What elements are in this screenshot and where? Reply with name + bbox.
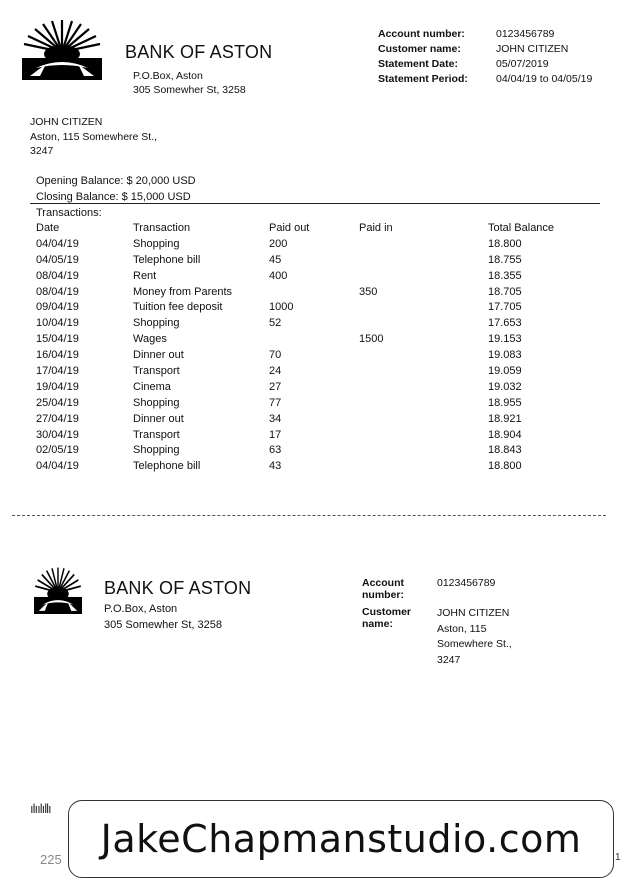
cell-paid-in bbox=[359, 442, 488, 458]
cell-transaction: Dinner out bbox=[133, 349, 184, 362]
cell-paid-out bbox=[269, 284, 359, 300]
cell-transaction: Shopping bbox=[133, 317, 180, 330]
slip-customer-label-line-1: Customer bbox=[362, 606, 412, 618]
slip-customer-address-line-2: Somewhere St., bbox=[437, 638, 512, 650]
slip-customer-label-line-2: name: bbox=[362, 618, 393, 630]
cell-paid-in bbox=[359, 347, 488, 363]
account-number-label: Account number: bbox=[378, 28, 465, 40]
cell-transaction: Shopping bbox=[133, 396, 180, 409]
column-header-date: Date bbox=[36, 221, 60, 234]
cell-total: 17.653 bbox=[488, 317, 522, 330]
slip-bank-address-line-2: 305 Somewher St, 3258 bbox=[104, 619, 223, 631]
cell-date: 08/04/19 bbox=[36, 285, 79, 298]
slip-customer-address-line-1: Aston, 115 bbox=[437, 622, 487, 635]
bank-logo-icon bbox=[22, 18, 102, 80]
table-row bbox=[36, 411, 578, 427]
cell-date: 25/04/19 bbox=[36, 396, 79, 409]
cell-total: 18.904 bbox=[488, 428, 522, 441]
cell-transaction: Transport bbox=[133, 428, 180, 441]
table-row bbox=[36, 299, 578, 315]
cell-date: 02/05/19 bbox=[36, 444, 79, 457]
cell-paid-in bbox=[359, 236, 488, 252]
closing-balance: Closing Balance: $ 15,000 USD bbox=[36, 191, 191, 203]
customer-address-line-1: Aston, 115 Somewhere St., bbox=[30, 131, 158, 143]
table-row bbox=[36, 379, 578, 395]
cell-paid-out: 200 bbox=[269, 237, 288, 250]
slip-customer-label bbox=[362, 606, 411, 630]
table-row bbox=[36, 268, 578, 284]
customer-name-label: Customer name: bbox=[378, 43, 461, 55]
cell-paid-in bbox=[359, 458, 488, 474]
statement-date-label: Statement Date: bbox=[378, 58, 458, 70]
cell-date: 19/04/19 bbox=[36, 380, 79, 393]
barcode-icon: ılıılıllı bbox=[30, 801, 51, 816]
table-row bbox=[36, 442, 578, 458]
cell-date: 16/04/19 bbox=[36, 349, 79, 362]
bank-address-line-2: 305 Somewher St, 3258 bbox=[133, 84, 246, 96]
cell-date: 27/04/19 bbox=[36, 412, 79, 425]
slip-account-number: 0123456789 bbox=[437, 577, 496, 589]
opening-balance: Opening Balance: $ 20,000 USD bbox=[36, 175, 196, 187]
slip-customer-address-line-3: 3247 bbox=[437, 653, 461, 666]
cell-date: 17/04/19 bbox=[36, 364, 79, 377]
cell-paid-in bbox=[359, 379, 488, 395]
customer-address-line-2: 3247 bbox=[30, 145, 54, 157]
cell-total: 19.059 bbox=[488, 364, 522, 377]
cell-total: 18.800 bbox=[488, 460, 522, 473]
cell-paid-in bbox=[359, 395, 488, 411]
table-row bbox=[36, 315, 578, 331]
cell-paid-out: 17 bbox=[269, 428, 282, 441]
cell-transaction: Transport bbox=[133, 364, 180, 377]
cell-date: 04/04/19 bbox=[36, 460, 79, 473]
cell-paid-out: 34 bbox=[269, 412, 282, 425]
cell-total: 18.755 bbox=[488, 253, 522, 266]
slip-customer-name: JOHN CITIZEN bbox=[437, 607, 510, 619]
customer-name: JOHN CITIZEN bbox=[30, 116, 103, 128]
statement-period-label: Statement Period: bbox=[378, 73, 468, 85]
cell-total: 19.153 bbox=[488, 333, 522, 346]
cell-date: 04/05/19 bbox=[36, 253, 79, 266]
slip-customer-details bbox=[437, 606, 512, 668]
cell-paid-in: 1500 bbox=[359, 333, 384, 346]
cell-paid-in bbox=[359, 315, 488, 331]
cell-paid-out: 52 bbox=[269, 317, 282, 330]
cell-paid-out: 45 bbox=[269, 253, 282, 266]
account-number-value: 0123456789 bbox=[496, 28, 555, 40]
cell-total: 17.705 bbox=[488, 301, 522, 314]
bank-logo-icon bbox=[34, 566, 82, 614]
cell-date: 04/04/19 bbox=[36, 237, 79, 250]
watermark-banner: JakeChapmanstudio.com bbox=[68, 800, 614, 878]
table-row bbox=[36, 284, 578, 300]
column-header-paid-in: Paid in bbox=[359, 221, 393, 234]
cell-paid-out bbox=[269, 331, 359, 347]
slip-bank-name: BANK OF ASTON bbox=[104, 578, 252, 598]
cell-transaction: Tuition fee deposit bbox=[133, 301, 223, 314]
footer-number-left: 225 bbox=[40, 852, 62, 867]
cell-date: 09/04/19 bbox=[36, 301, 79, 314]
cell-transaction: Cinema bbox=[133, 380, 171, 393]
cell-date: 08/04/19 bbox=[36, 269, 79, 282]
table-row bbox=[36, 363, 578, 379]
column-header-total-balance: Total Balance bbox=[488, 221, 555, 234]
cell-paid-in bbox=[359, 411, 488, 427]
cell-paid-in bbox=[359, 252, 488, 268]
cell-paid-in bbox=[359, 268, 488, 284]
transactions-table bbox=[36, 220, 578, 474]
cell-total: 19.083 bbox=[488, 349, 522, 362]
tear-off-line bbox=[12, 515, 606, 516]
cell-date: 10/04/19 bbox=[36, 317, 79, 330]
cell-paid-in: 350 bbox=[359, 285, 378, 298]
transactions-label: Transactions: bbox=[36, 207, 102, 219]
cell-paid-out: 1000 bbox=[269, 301, 294, 314]
table-row bbox=[36, 331, 578, 347]
cell-total: 19.032 bbox=[488, 380, 522, 393]
table-row bbox=[36, 236, 578, 252]
cell-paid-out: 400 bbox=[269, 269, 288, 282]
cell-paid-out: 27 bbox=[269, 380, 282, 393]
cell-total: 18.705 bbox=[488, 285, 522, 298]
cell-transaction: Telephone bill bbox=[133, 253, 201, 266]
slip-bank-address-line-1: P.O.Box, Aston bbox=[104, 603, 178, 615]
customer-name-value: JOHN CITIZEN bbox=[496, 43, 569, 55]
table-row bbox=[36, 395, 578, 411]
cell-total: 18.955 bbox=[488, 396, 522, 409]
table-header-row bbox=[36, 220, 578, 236]
cell-paid-out: 43 bbox=[269, 460, 282, 473]
cell-paid-out: 24 bbox=[269, 364, 282, 377]
statement-period-value: 04/04/19 to 04/05/19 bbox=[496, 73, 593, 85]
cell-paid-out: 70 bbox=[269, 349, 282, 362]
column-header-transaction: Transaction bbox=[133, 221, 191, 234]
balance-divider bbox=[30, 203, 600, 204]
slip-account-label-line-2: number: bbox=[362, 589, 404, 601]
slip-account-label-line-1: Account bbox=[362, 577, 404, 589]
slip-account-label bbox=[362, 577, 404, 601]
cell-total: 18.800 bbox=[488, 237, 522, 250]
bank-address-line-1: P.O.Box, Aston bbox=[133, 70, 203, 82]
cell-total: 18.843 bbox=[488, 444, 522, 457]
bank-name: BANK OF ASTON bbox=[125, 42, 273, 62]
statement-date-value: 05/07/2019 bbox=[496, 58, 549, 70]
cell-date: 30/04/19 bbox=[36, 428, 79, 441]
cell-transaction: Dinner out bbox=[133, 412, 184, 425]
cell-transaction: Telephone bill bbox=[133, 460, 201, 473]
cell-paid-out: 77 bbox=[269, 396, 282, 409]
table-row bbox=[36, 347, 578, 363]
table-row bbox=[36, 252, 578, 268]
cell-paid-in bbox=[359, 363, 488, 379]
cell-total: 18.921 bbox=[488, 412, 522, 425]
cell-transaction: Wages bbox=[133, 333, 167, 346]
cell-total: 18.355 bbox=[488, 269, 522, 282]
cell-paid-out: 63 bbox=[269, 444, 282, 457]
cell-transaction: Shopping bbox=[133, 444, 180, 457]
cell-paid-in bbox=[359, 299, 488, 315]
table-row bbox=[36, 458, 578, 474]
column-header-paid-out: Paid out bbox=[269, 221, 310, 234]
table-row bbox=[36, 427, 578, 443]
cell-transaction: Rent bbox=[133, 269, 157, 282]
cell-paid-in bbox=[359, 427, 488, 443]
footer-number-right: 1 bbox=[615, 852, 621, 863]
cell-transaction: Shopping bbox=[133, 237, 180, 250]
cell-date: 15/04/19 bbox=[36, 333, 79, 346]
cell-transaction: Money from Parents bbox=[133, 285, 233, 298]
